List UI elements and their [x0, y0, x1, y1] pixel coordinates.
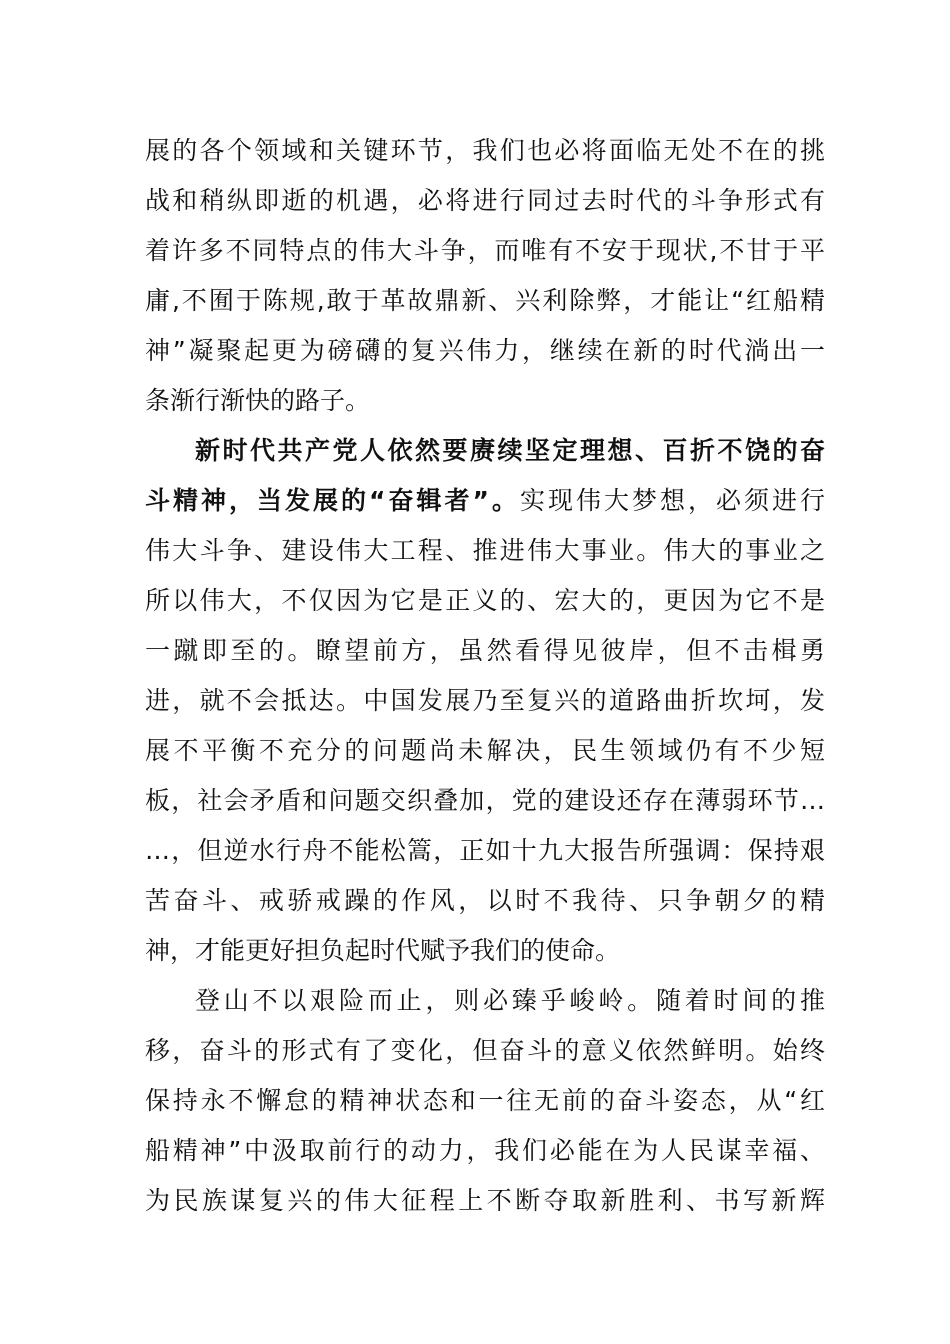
text-line: 所以伟大，不仅因为它是正义的、宏大的，更因为它不是 [145, 586, 825, 615]
text-line: …，但逆水行舟不能松篙，正如十九大报告所强调：保持艰 [145, 836, 825, 865]
text-line: 庸,不囿于陈规,敢于革故鼎新、兴利除弊，才能让“红船精 [145, 286, 825, 315]
text-line: 条渐行渐快的路子。 [145, 386, 371, 415]
text-line: 一蹴即至的。瞭望前方，虽然看得见彼岸，但不击楫勇 [145, 636, 825, 665]
text-line: 着许多不同特点的伟大斗争，而唯有不安于现状,不甘于平 [145, 236, 825, 265]
text-line: 板，社会矛盾和问题交织叠加，党的建设还存在薄弱环节… [145, 786, 825, 815]
text-line: 神”凝聚起更为磅礴的复兴伟力，继续在新的时代淌出一 [145, 336, 825, 365]
text-line: 保持永不懈怠的精神状态和一往无前的奋斗姿态，从“红 [145, 1086, 825, 1115]
text-line: 展的各个领域和关键环节，我们也必将面临无处不在的挑 [145, 136, 825, 165]
text-line: 战和稍纵即逝的机遇，必将进行同过去时代的斗争形式有 [145, 186, 825, 215]
text-run: 实现伟大梦想，必须进行 [519, 486, 825, 515]
text-line: 伟大斗争、建设伟大工程、推进伟大事业。伟大的事业之 [145, 536, 825, 565]
text-line: 神，才能更好担负起时代赋予我们的使命。 [145, 936, 621, 965]
mixed-text-line [145, 476, 825, 526]
text-line: 移，奋斗的形式有了变化，但奋斗的意义依然鲜明。始终 [145, 1036, 825, 1065]
text-line: 进，就不会抵达。中国发展乃至复兴的道路曲折坎坷，发 [145, 686, 825, 715]
text-line: 苦奋斗、戒骄戒躁的作风，以时不我待、只争朝夕的精 [145, 886, 825, 915]
bold-heading-line: 新时代共产党人依然要赓续坚定理想、百折不饶的奋 [195, 436, 825, 465]
text-line: 展不平衡不充分的问题尚未解决，民生领域仍有不少短 [145, 736, 825, 765]
bold-heading-end: 斗精神，当发展的“奋辑者”。 [145, 486, 520, 515]
text-line: 登山不以艰险而止，则必臻乎峻岭。随着时间的推 [195, 986, 825, 1015]
text-line: 船精神”中汲取前行的动力，我们必能在为人民谋幸福、 [145, 1136, 825, 1165]
text-line: 为民族谋复兴的伟大征程上不断夺取新胜利、书写新辉 [145, 1186, 825, 1215]
